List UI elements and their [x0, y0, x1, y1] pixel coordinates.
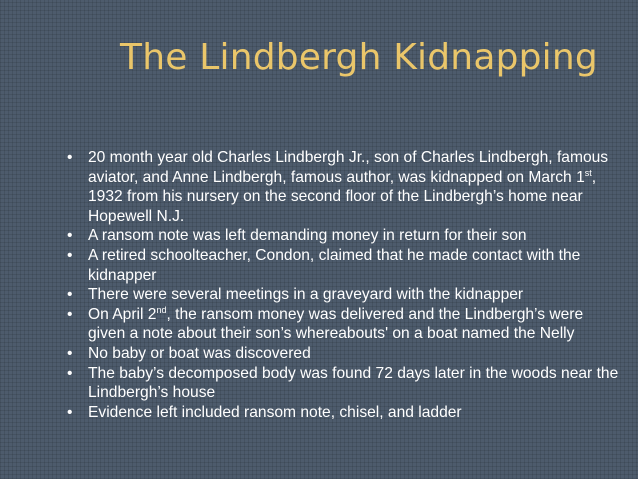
bullet-dot: • — [67, 305, 73, 323]
bullet-item — [62, 285, 622, 305]
bullet-dot: • — [67, 227, 73, 245]
bullet-text-continued: , the ransom money was delivered and the Lindbergh’s were given a note about their son’s whereabouts' on a boat named the Nelly — [88, 305, 584, 343]
bullet-item — [62, 226, 622, 246]
bullet-superscript: st — [584, 167, 592, 178]
bullet-text-continued: , 1932 from his nursery on the second floor of the Lindbergh’s home near Hopewell N.J. — [88, 168, 597, 225]
bullet-item — [62, 305, 622, 344]
slide-title: The Lindbergh Kidnapping — [120, 37, 598, 78]
bullet-dot: • — [67, 286, 73, 304]
bullet-item — [62, 364, 622, 403]
bullet-superscript: nd — [156, 304, 167, 315]
bullet-dot: • — [67, 344, 73, 362]
bullet-dot: • — [67, 364, 73, 382]
bullet-text: A retired schoolteacher, Condon, claimed that he made contact with the kidnapper — [88, 246, 581, 284]
bullet-text: A ransom note was left demanding money in return for their son — [88, 227, 527, 245]
bullet-item — [62, 148, 622, 226]
bullet-text: On April 2 — [88, 305, 157, 323]
bullet-item — [62, 403, 622, 423]
bullet-list — [62, 148, 622, 422]
bullet-item — [62, 246, 622, 285]
bullet-text: 20 month year old Charles Lindbergh Jr., son of Charles Lindbergh, famous aviator, and Anne Lindbergh, famous author, was kidnapped on March 1 — [88, 149, 609, 186]
bullet-dot: • — [67, 149, 73, 166]
bullet-dot: • — [67, 403, 73, 421]
bullet-dot: • — [67, 246, 73, 264]
bullet-text: There were several meetings in a graveyard with the kidnapper — [88, 286, 524, 304]
bullet-item — [62, 344, 622, 364]
bullet-text: Evidence left included ransom note, chisel, and ladder — [88, 403, 462, 421]
bullet-text: The baby’s decomposed body was found 72 days later in the woods near the Lindbergh’s house — [88, 364, 619, 402]
bullet-text: No baby or boat was discovered — [88, 344, 311, 362]
